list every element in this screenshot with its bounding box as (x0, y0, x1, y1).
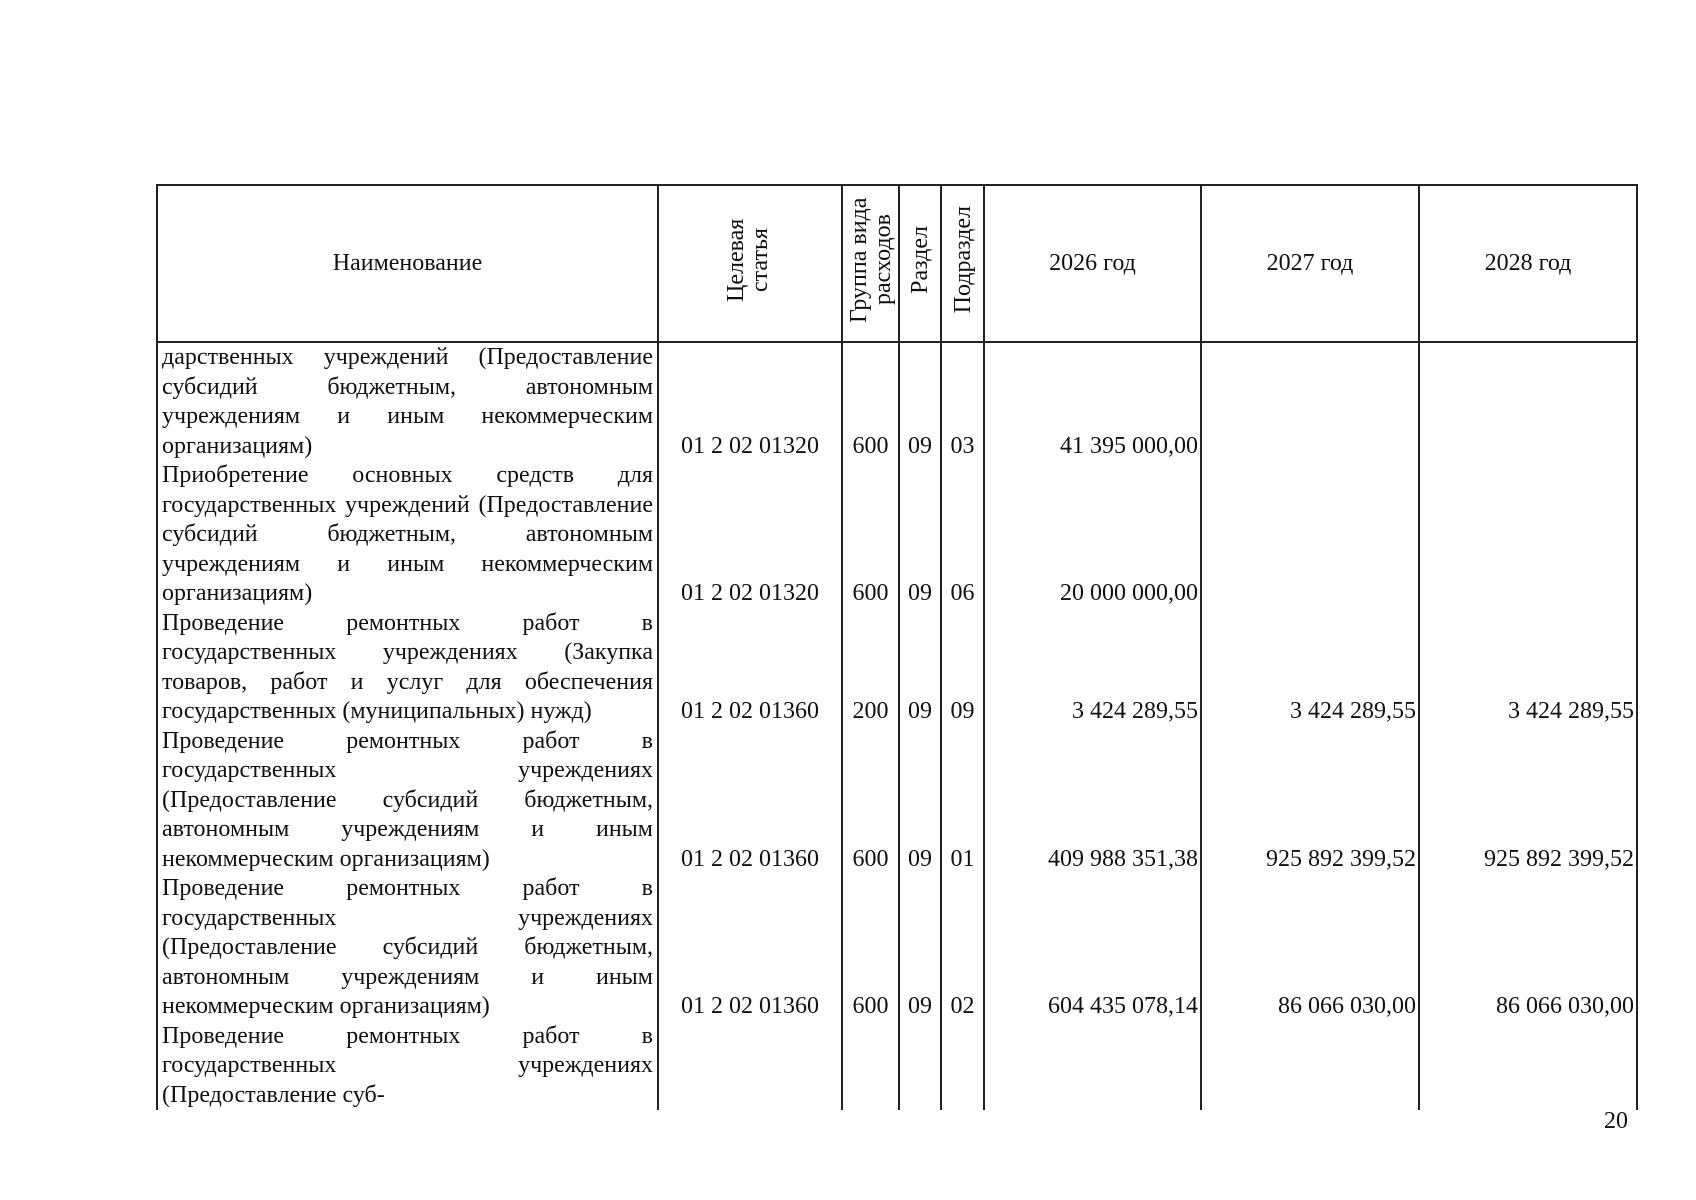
row-section: 09 (899, 342, 941, 461)
table-row (157, 1022, 1637, 1111)
row-target: 01 2 02 01320 (658, 342, 842, 461)
row-name: дарственных учреждений (Предоставление субсидий бюджетным, автономным учреждениям и иным некоммерческим организациям) (157, 342, 658, 461)
row-2027: 925 892 399,52 (1201, 727, 1419, 875)
row-name: Проведение ремонтных работ в государственных учреждениях (Закупка товаров, работ и услуг для обеспечения государственных (муниципальных) нужд) (157, 609, 658, 727)
row-target (658, 1022, 842, 1111)
header-group: Группа вида расходов (842, 185, 899, 342)
row-2026: 409 988 351,38 (984, 727, 1201, 875)
header-target: Целевая статья (658, 185, 842, 342)
row-subsection (941, 1022, 984, 1111)
row-2028: 86 066 030,00 (1419, 874, 1637, 1022)
row-section: 09 (899, 727, 941, 875)
row-2026: 3 424 289,55 (984, 609, 1201, 727)
row-2027 (1201, 342, 1419, 461)
header-2027: 2027 год (1201, 185, 1419, 342)
row-target: 01 2 02 01360 (658, 727, 842, 875)
row-subsection: 06 (941, 461, 984, 609)
row-2028 (1419, 1022, 1637, 1111)
row-target: 01 2 02 01360 (658, 874, 842, 1022)
table-row (157, 727, 1637, 875)
header-subsection: Подраздел (941, 185, 984, 342)
row-group: 600 (842, 727, 899, 875)
header-section: Раздел (899, 185, 941, 342)
row-2026 (984, 1022, 1201, 1111)
page-number: 20 (1604, 1108, 1628, 1134)
row-2028 (1419, 342, 1637, 461)
table-header-row (157, 185, 1637, 342)
row-group (842, 1022, 899, 1111)
row-section: 09 (899, 609, 941, 727)
row-name: Проведение ремонтных работ в государственных учреждениях (Предоставление субсидий бюджетным, автономным учреждениям и иным некоммерческим организациям) (157, 727, 658, 875)
row-name: Приобретение основных средств для государственных учреждений (Предоставление субсидий бюджетным, автономным учреждениям и иным некоммерческим организациям) (157, 461, 658, 609)
row-2026: 604 435 078,14 (984, 874, 1201, 1022)
header-2026: 2026 год (984, 185, 1201, 342)
row-2028 (1419, 461, 1637, 609)
table-row (157, 342, 1637, 461)
row-group: 600 (842, 874, 899, 1022)
row-2027 (1201, 1022, 1419, 1111)
row-2027: 86 066 030,00 (1201, 874, 1419, 1022)
budget-table (156, 184, 1636, 1108)
row-subsection: 02 (941, 874, 984, 1022)
table-row (157, 461, 1637, 609)
row-group: 200 (842, 609, 899, 727)
row-section: 09 (899, 461, 941, 609)
row-subsection: 09 (941, 609, 984, 727)
row-target: 01 2 02 01360 (658, 609, 842, 727)
table-row (157, 874, 1637, 1022)
table-row (157, 609, 1637, 727)
row-2028: 925 892 399,52 (1419, 727, 1637, 875)
header-name: Наименование (157, 185, 658, 342)
header-2028: 2028 год (1419, 185, 1637, 342)
row-2028: 3 424 289,55 (1419, 609, 1637, 727)
row-2026: 41 395 000,00 (984, 342, 1201, 461)
row-2026: 20 000 000,00 (984, 461, 1201, 609)
row-subsection: 03 (941, 342, 984, 461)
row-name: Проведение ремонтных работ в государственных учреждениях (Предоставление субсидий бюджетным, автономным учреждениям и иным некоммерческим организациям) (157, 874, 658, 1022)
row-group: 600 (842, 342, 899, 461)
row-section: 09 (899, 874, 941, 1022)
row-group: 600 (842, 461, 899, 609)
row-name: Проведение ремонтных работ в государственных учреждениях (Предоставление суб- (157, 1022, 658, 1111)
row-2027 (1201, 461, 1419, 609)
row-subsection: 01 (941, 727, 984, 875)
row-target: 01 2 02 01320 (658, 461, 842, 609)
row-section (899, 1022, 941, 1111)
row-2027: 3 424 289,55 (1201, 609, 1419, 727)
